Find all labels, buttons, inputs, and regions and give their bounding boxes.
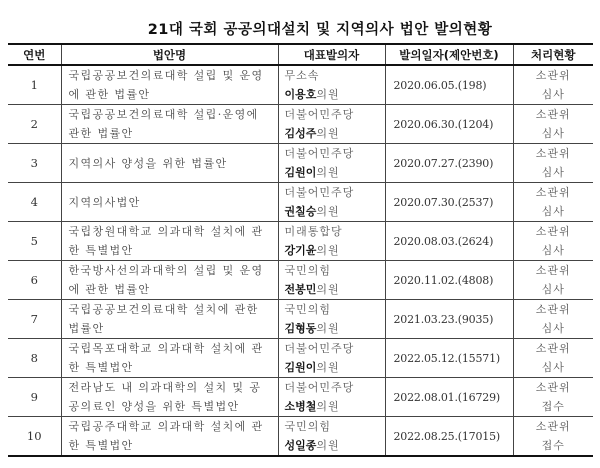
- row-number: 10: [8, 417, 61, 457]
- table-row: [8, 144, 593, 183]
- table-row: [8, 417, 593, 457]
- proposer-suffix: 의원: [316, 400, 340, 413]
- proposer: [278, 339, 385, 378]
- bill-name-line1: 지역의사 양성을 위한 법률안: [68, 156, 228, 170]
- status: [513, 339, 593, 378]
- bill-name: [61, 261, 278, 300]
- bill-name-line2: 에 관한 법률안: [68, 88, 151, 101]
- row-number: 9: [8, 378, 61, 417]
- proposer-party: 더불어민주당: [284, 108, 355, 121]
- status-line1: 소관위: [535, 264, 571, 277]
- document-title: 21대 국회 공공의대설치 및 지역의사 법안 발의현황: [147, 22, 493, 38]
- status-line2: 심사: [541, 166, 565, 179]
- bill-name-line1: 전라남도 내 의과대학의 설치 및 공: [68, 381, 262, 394]
- proposer-member: [285, 163, 385, 182]
- proposal-date: 2020.07.27.(2390): [385, 144, 513, 183]
- proposer-name: 김형동: [284, 322, 317, 335]
- bill-name: [61, 65, 278, 105]
- bill-name-line2: 에 관한 법률안: [68, 283, 151, 296]
- row-number: 6: [8, 261, 61, 300]
- proposer-suffix: 의원: [316, 283, 340, 296]
- status-line1: 소관위: [535, 186, 571, 199]
- status: [513, 105, 593, 144]
- bill-name-line1: 국립공공보건의료대학 설립·운영에: [68, 108, 259, 121]
- bill-name-line2: 공의료인 양성을 위한 특별법안: [68, 400, 240, 413]
- proposal-date: 2020.11.02.(4808): [385, 261, 513, 300]
- proposer-name: 전봉민: [284, 283, 317, 296]
- proposer: [278, 222, 385, 261]
- proposer-suffix: 의원: [316, 361, 340, 374]
- bill-name: [61, 222, 278, 261]
- proposer-suffix: 의원: [316, 127, 340, 140]
- bill-name-line2: 관한 법률안: [68, 127, 134, 140]
- status-line2: 심사: [541, 205, 565, 218]
- table-row: [8, 339, 593, 378]
- status-line1: 소관위: [535, 303, 571, 316]
- proposer-name: 김성주: [284, 127, 317, 140]
- bill-name-line2: 법률안: [68, 322, 105, 335]
- table-row: [8, 261, 593, 300]
- proposer-member: [285, 124, 385, 143]
- proposer-party: 더불어민주당: [284, 147, 355, 160]
- proposer-name: 이용호: [284, 88, 317, 101]
- status: [513, 378, 593, 417]
- proposer-party: 더불어민주당: [284, 342, 355, 355]
- status: [513, 183, 593, 222]
- header-date: 발의일자(제안번호): [385, 44, 513, 65]
- status: [513, 300, 593, 339]
- bill-name-line1: 국립공주대학교 의과대학 설치에 관: [68, 420, 264, 433]
- proposer: [278, 65, 385, 105]
- proposer-suffix: 의원: [316, 88, 340, 101]
- proposer-name: 김원이: [284, 166, 317, 179]
- table-row: [8, 65, 593, 105]
- bill-name: [61, 300, 278, 339]
- bill-name-line1: 국립공공보건의료대학 설치에 관한: [68, 303, 259, 316]
- status: [513, 417, 593, 457]
- bill-name-line1: 국립창원대학교 의과대학 설치에 관: [68, 225, 264, 238]
- proposer-name: 권칠승: [284, 205, 317, 218]
- proposal-date: 2020.07.30.(2537): [385, 183, 513, 222]
- proposal-date: 2021.03.23.(9035): [385, 300, 513, 339]
- proposer-suffix: 의원: [316, 322, 340, 335]
- bill-name-line1: 지역의사법안: [68, 195, 141, 209]
- proposer-party: 무소속: [284, 69, 320, 82]
- bill-name: [61, 339, 278, 378]
- status-line1: 소관위: [535, 69, 571, 82]
- bill-name: [61, 183, 278, 222]
- bill-name-line1: 국립공공보건의료대학 설립 및 운영: [68, 69, 264, 82]
- proposer: [278, 183, 385, 222]
- proposer-party: 더불어민주당: [284, 381, 355, 394]
- proposer-suffix: 의원: [316, 439, 340, 452]
- proposer-member: [285, 241, 385, 260]
- table-header-row: [8, 44, 593, 65]
- status-line1: 소관위: [535, 381, 571, 394]
- proposer-party: 더불어민주당: [284, 186, 355, 199]
- proposer-suffix: 의원: [316, 205, 340, 218]
- proposer-name: 소병철: [284, 400, 317, 413]
- row-number: 2: [8, 105, 61, 144]
- proposal-date: 2022.05.12.(15571): [385, 339, 513, 378]
- proposer-member: [285, 358, 385, 377]
- bill-name: [61, 105, 278, 144]
- proposer-party: 국민의힘: [284, 303, 332, 316]
- proposer-member: [285, 319, 385, 338]
- proposal-date: 2020.06.30.(1204): [385, 105, 513, 144]
- row-number: 4: [8, 183, 61, 222]
- proposal-date: 2020.06.05.(198): [385, 65, 513, 105]
- status-line2: 접수: [541, 400, 565, 413]
- proposer-member: [285, 202, 385, 221]
- table-row: [8, 183, 593, 222]
- proposer-member: [285, 397, 385, 416]
- status-line2: 접수: [541, 439, 565, 452]
- header-proposer: 대표발의자: [278, 44, 385, 65]
- proposal-date: 2022.08.25.(17015): [385, 417, 513, 457]
- proposer-member: [285, 436, 385, 455]
- proposer: [278, 144, 385, 183]
- status-line2: 심사: [541, 361, 565, 374]
- status-line2: 심사: [541, 283, 565, 296]
- proposer-member: [285, 280, 385, 299]
- bill-name-line1: 국립목포대학교 의과대학 설치에 관: [68, 342, 264, 355]
- header-bill: 법안명: [61, 44, 278, 65]
- status: [513, 261, 593, 300]
- proposer-name: 강기윤: [284, 244, 317, 257]
- bill-name-line2: 한 특별법안: [68, 361, 134, 374]
- status: [513, 144, 593, 183]
- proposer-party: 미래통합당: [284, 225, 343, 238]
- status-line1: 소관위: [535, 108, 571, 121]
- proposer-name: 김원이: [284, 361, 317, 374]
- status-line1: 소관위: [535, 147, 571, 160]
- header-no: 연번: [8, 44, 61, 65]
- table-row: [8, 300, 593, 339]
- proposer: [278, 105, 385, 144]
- proposer: [278, 417, 385, 457]
- proposer-suffix: 의원: [316, 244, 340, 257]
- table-row: [8, 105, 593, 144]
- status-line2: 심사: [541, 322, 565, 335]
- bill-name: [61, 378, 278, 417]
- status-line2: 심사: [541, 127, 565, 140]
- header-status: 처리현황: [513, 44, 593, 65]
- proposer-party: 국민의힘: [284, 420, 332, 433]
- bill-name: [61, 417, 278, 457]
- status-line2: 심사: [541, 244, 565, 257]
- status: [513, 222, 593, 261]
- row-number: 3: [8, 144, 61, 183]
- row-number: 1: [8, 65, 61, 105]
- table-row: [8, 378, 593, 417]
- proposal-date: 2022.08.01.(16729): [385, 378, 513, 417]
- proposer-name: 성일종: [284, 439, 317, 452]
- status-line1: 소관위: [535, 420, 571, 433]
- proposer-party: 국민의힘: [284, 264, 332, 277]
- status-line2: 심사: [541, 88, 565, 101]
- row-number: 7: [8, 300, 61, 339]
- proposer-suffix: 의원: [316, 166, 340, 179]
- bill-name-line2: 한 특별법안: [68, 244, 134, 257]
- bill-name-line1: 한국방사선의과대학의 설립 및 운영: [68, 264, 264, 277]
- proposer: [278, 261, 385, 300]
- row-number: 5: [8, 222, 61, 261]
- proposal-date: 2020.08.03.(2624): [385, 222, 513, 261]
- bill-name: [61, 144, 278, 183]
- status-line1: 소관위: [535, 225, 571, 238]
- proposer: [278, 300, 385, 339]
- table-row: [8, 222, 593, 261]
- bill-status-table: [8, 43, 593, 457]
- row-number: 8: [8, 339, 61, 378]
- proposer-member: [285, 85, 385, 104]
- status: [513, 65, 593, 105]
- proposer: [278, 378, 385, 417]
- status-line1: 소관위: [535, 342, 571, 355]
- bill-name-line2: 한 특별법안: [68, 439, 134, 452]
